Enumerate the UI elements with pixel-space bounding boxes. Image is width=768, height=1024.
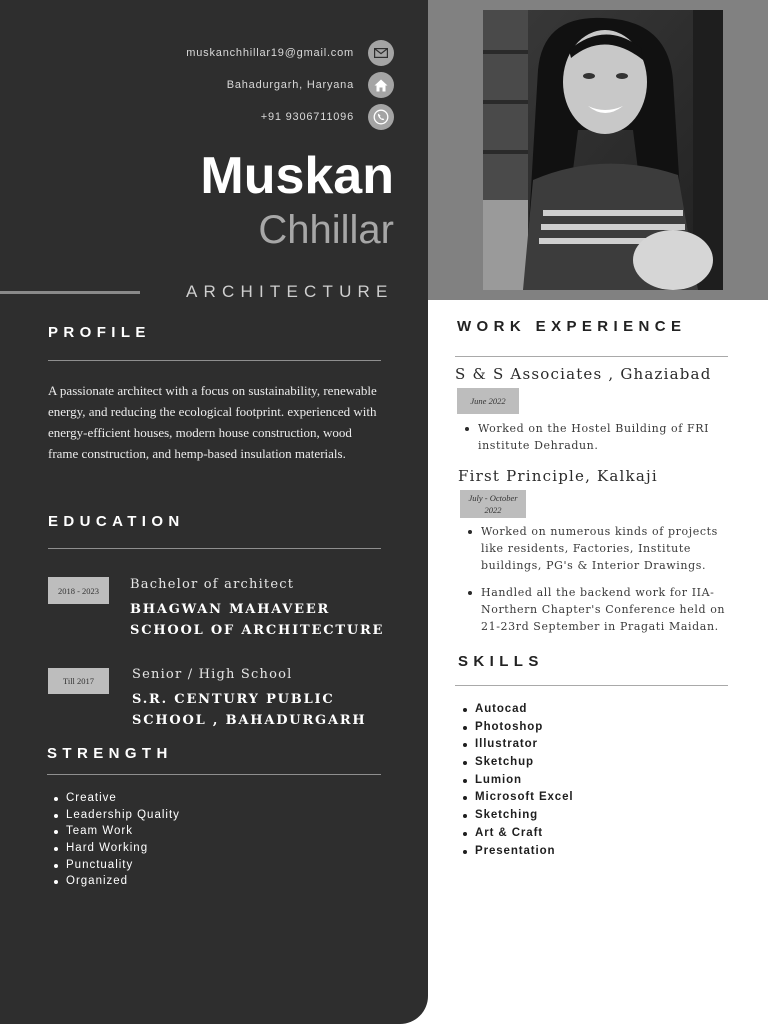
education-school-line: S.R. CENTURY PUBLIC xyxy=(132,692,335,707)
contact-email[interactable]: muskanchhillar19@gmail.com xyxy=(186,47,354,59)
skill-item: Sketchup xyxy=(461,755,574,773)
strength-item: Hard Working xyxy=(52,841,180,858)
education-degree: Bachelor of architect xyxy=(130,577,295,592)
job-duties xyxy=(467,523,735,645)
education-date-badge: 2018 - 2023 xyxy=(48,577,109,604)
skill-item: Photoshop xyxy=(461,720,574,738)
strength-item: Organized xyxy=(52,874,180,891)
skill-item: Illustrator xyxy=(461,737,574,755)
contact-phone-row xyxy=(261,104,394,130)
skills-heading: SKILLS xyxy=(458,653,544,670)
title-divider xyxy=(0,291,140,294)
job-duty: Worked on the Hostel Building of FRI institute Dehradun. xyxy=(464,420,728,454)
job-duties xyxy=(464,420,728,464)
last-name: Chhillar xyxy=(258,208,394,252)
profile-text: A passionate architect with a focus on sustainability, renewable energy, and reducing the ecological footprint. experienced with energy-efficient houses, modern house construction, wood frame construction, and hemp-based insulation materials. xyxy=(48,383,377,461)
skill-item: Presentation xyxy=(461,844,574,862)
job-date-badge xyxy=(460,490,526,518)
education-heading: EDUCATION xyxy=(48,513,185,530)
education-degree: Senior / High School xyxy=(132,667,293,682)
company-name: S & S Associates , Ghaziabad xyxy=(455,365,712,383)
strength-item: Creative xyxy=(52,791,180,808)
phone-icon xyxy=(368,104,394,130)
education-divider xyxy=(48,548,381,549)
education-school-line: BHAGWAN MAHAVEER xyxy=(130,602,331,617)
skill-item: Lumion xyxy=(461,773,574,791)
skill-item: Sketching xyxy=(461,808,574,826)
first-name: Muskan xyxy=(200,147,394,205)
strength-list xyxy=(52,791,180,891)
contact-location: Bahadurgarh, Haryana xyxy=(226,79,354,91)
contact-location-row xyxy=(227,72,394,98)
job-duty: Worked on numerous kinds of projects like residents, Factories, Institute buildings, PG's & Interior Drawings. xyxy=(467,523,735,574)
contact-phone[interactable]: +91 9306711096 xyxy=(260,111,354,123)
job-date-line: July - October xyxy=(468,493,518,503)
education-school-line: SCHOOL , BAHADURGARH xyxy=(132,713,367,728)
job-date-badge: June 2022 xyxy=(457,388,519,414)
skill-item: Art & Craft xyxy=(461,826,574,844)
profile-photo xyxy=(483,10,723,290)
strength-item: Punctuality xyxy=(52,858,180,875)
strength-item: Team Work xyxy=(52,824,180,841)
home-icon xyxy=(368,72,394,98)
education-date-badge: Till 2017 xyxy=(48,668,109,694)
skills-divider xyxy=(455,685,728,686)
profile-divider xyxy=(48,360,381,361)
contact-email-row xyxy=(186,40,394,66)
job-title: ARCHITECTURE xyxy=(186,282,394,301)
education-school-line: SCHOOL OF ARCHITECTURE xyxy=(130,623,385,638)
work-experience-heading: WORK EXPERIENCE xyxy=(457,318,687,335)
skill-item: Autocad xyxy=(461,702,574,720)
strength-item: Leadership Quality xyxy=(52,808,180,825)
job-duty: Handled all the backend work for IIA-Northern Chapter's Conference held on 21-23rd September in Pragati Maidan. xyxy=(467,584,735,635)
strength-divider xyxy=(47,774,381,775)
job-date-line: 2022 xyxy=(484,505,502,515)
skill-item: Microsoft Excel xyxy=(461,790,574,808)
strength-heading: STRENGTH xyxy=(47,745,173,762)
envelope-icon xyxy=(368,40,394,66)
company-name: First Principle, Kalkaji xyxy=(458,467,658,485)
profile-heading: PROFILE xyxy=(48,324,151,341)
skills-list xyxy=(461,702,574,861)
work-experience-divider xyxy=(455,356,728,357)
